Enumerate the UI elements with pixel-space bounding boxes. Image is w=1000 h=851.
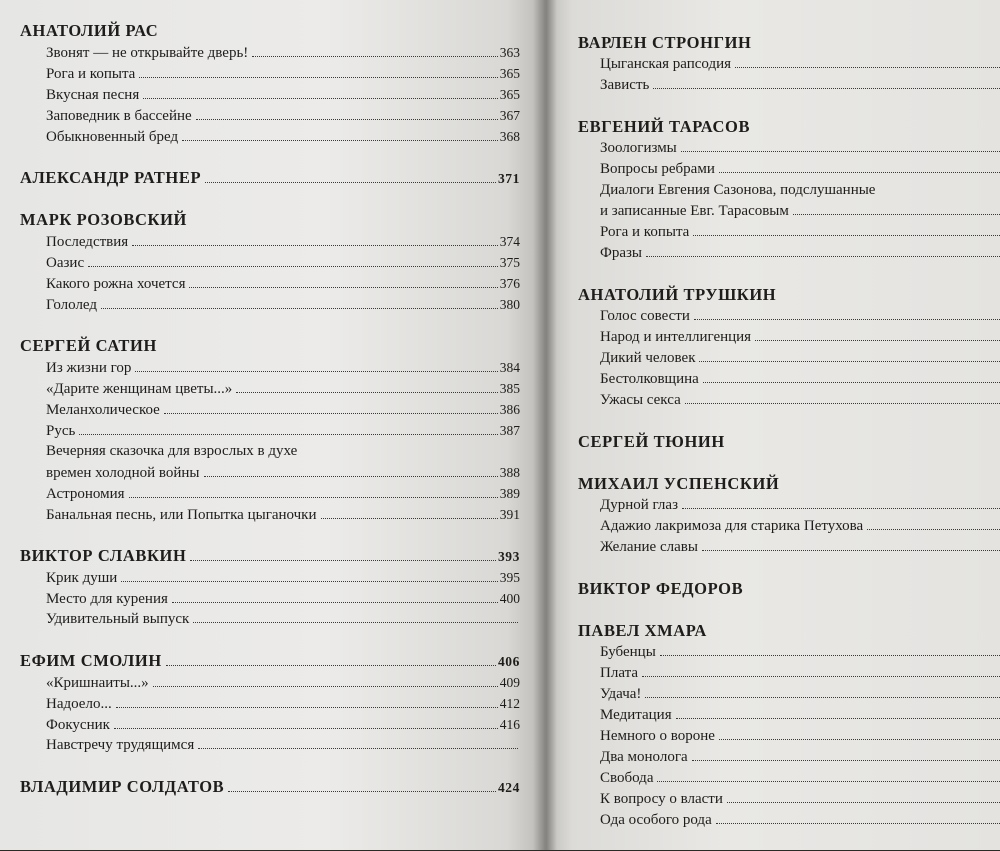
right-toc bbox=[578, 32, 1000, 851]
toc-entry bbox=[20, 609, 520, 630]
toc-entry bbox=[578, 726, 1000, 747]
leader-dots bbox=[182, 140, 498, 141]
toc-entry bbox=[20, 63, 520, 84]
entry-title: Плата bbox=[600, 665, 638, 681]
page-number: 395 bbox=[499, 570, 520, 585]
toc-entry bbox=[578, 54, 1000, 75]
entry-title: Вопросы ребрами bbox=[600, 161, 715, 177]
author-name: ЕФИМ СМОЛИН bbox=[20, 651, 162, 670]
leader-dots bbox=[121, 581, 497, 582]
entry-title: Навстречу трудящимся bbox=[46, 737, 195, 753]
leader-dots bbox=[692, 760, 1000, 761]
page-number: 412 bbox=[499, 696, 520, 711]
toc-entry bbox=[578, 516, 1000, 537]
entry-title: Гололед bbox=[46, 297, 98, 313]
leader-dots bbox=[699, 361, 1000, 362]
author-heading bbox=[20, 776, 520, 798]
author-name: МАРК РОЗОВСКИЙ bbox=[20, 210, 187, 229]
entry-title: Астрономия bbox=[46, 486, 125, 502]
author-name: СЕРГЕЙ САТИН bbox=[20, 336, 157, 355]
toc-section bbox=[578, 32, 1000, 96]
toc-section bbox=[20, 20, 520, 147]
author-heading bbox=[578, 431, 1000, 453]
entry-title: Из жизни гор bbox=[46, 360, 132, 376]
entry-title: Бестолковщина bbox=[600, 371, 699, 387]
toc-entry bbox=[20, 294, 520, 315]
page-number: 375 bbox=[499, 255, 520, 270]
leader-dots bbox=[867, 529, 1000, 530]
toc-entry bbox=[578, 222, 1000, 243]
toc-section bbox=[20, 335, 520, 525]
author-name: АЛЕКСАНДР РАТНЕР bbox=[20, 168, 202, 187]
entry-title: Два монолога bbox=[600, 749, 688, 765]
leader-dots bbox=[793, 214, 1000, 215]
page-number: 365 bbox=[499, 87, 520, 102]
entry-title: Цыганская рапсодия bbox=[600, 56, 732, 72]
author-heading bbox=[20, 335, 520, 357]
leader-dots bbox=[153, 686, 498, 687]
entry-title: Звонят — не открывайте дверь! bbox=[46, 45, 249, 61]
page-number: 400 bbox=[499, 591, 520, 606]
entry-title: Последствия bbox=[46, 234, 129, 250]
toc-entry bbox=[20, 357, 520, 378]
leader-dots bbox=[205, 182, 496, 183]
page-number: 374 bbox=[499, 234, 520, 249]
leader-dots bbox=[189, 287, 497, 288]
leader-dots bbox=[88, 266, 498, 267]
entry-title: Заповедник в бассейне bbox=[46, 108, 192, 124]
leader-dots bbox=[196, 119, 498, 120]
entry-title: «Кришнаиты...» bbox=[46, 675, 149, 691]
entry-title: Диалоги Евгения Сазонова, подслушанные bbox=[600, 182, 876, 198]
toc-entry bbox=[578, 159, 1000, 180]
entry-title: Фокусник bbox=[46, 717, 110, 733]
leader-dots bbox=[719, 739, 1000, 740]
page-number: 384 bbox=[499, 360, 520, 375]
toc-section bbox=[578, 116, 1000, 264]
entry-title: Медитация bbox=[600, 707, 672, 723]
page-number: 368 bbox=[499, 129, 520, 144]
leader-dots bbox=[143, 98, 498, 99]
author-name: ВЛАДИМИР СОЛДАТОВ bbox=[20, 777, 225, 796]
toc-section bbox=[20, 776, 520, 798]
leader-dots bbox=[642, 676, 1000, 677]
entry-title: Ода особого рода bbox=[600, 812, 712, 828]
toc-entry bbox=[578, 705, 1000, 726]
entry-title: К вопросу о власти bbox=[600, 791, 723, 807]
leader-dots bbox=[685, 403, 1000, 404]
entry-title: времен холодной войны bbox=[46, 465, 200, 481]
leader-dots bbox=[646, 256, 1000, 257]
page-number: 416 bbox=[499, 717, 520, 732]
entry-title: Дикий человек bbox=[600, 350, 696, 366]
author-heading bbox=[578, 284, 1000, 306]
entry-title: Свобода bbox=[600, 770, 654, 786]
toc-entry bbox=[20, 378, 520, 399]
page-number: 409 bbox=[499, 675, 520, 690]
toc-entry bbox=[20, 42, 520, 63]
leader-dots bbox=[716, 823, 1000, 824]
entry-title: «Дарите женщинам цветы...» bbox=[46, 381, 233, 397]
entry-title: Зависть bbox=[600, 77, 650, 93]
leader-dots bbox=[228, 791, 496, 792]
entry-title: Ужасы секса bbox=[600, 392, 681, 408]
leader-dots bbox=[694, 319, 1000, 320]
entry-title: Фразы bbox=[600, 245, 643, 261]
toc-section bbox=[578, 473, 1000, 558]
leader-dots bbox=[660, 655, 1000, 656]
leader-dots bbox=[719, 172, 1000, 173]
toc-section bbox=[578, 431, 1000, 453]
toc-entry bbox=[578, 243, 1000, 264]
author-name: ЕВГЕНИЙ ТАРАСОВ bbox=[578, 117, 751, 136]
entry-title: Зоологизмы bbox=[600, 140, 677, 156]
entry-title: Дурной глаз bbox=[600, 497, 678, 513]
page-number: 391 bbox=[499, 507, 520, 522]
page-number: 388 bbox=[499, 465, 520, 480]
author-name: СЕРГЕЙ ТЮНИН bbox=[578, 432, 725, 451]
leader-dots bbox=[172, 602, 498, 603]
leader-dots bbox=[755, 340, 1000, 341]
toc-entry bbox=[578, 642, 1000, 663]
entry-title: Надоело... bbox=[46, 696, 112, 712]
author-heading bbox=[578, 578, 1000, 600]
entry-title: Удача! bbox=[600, 686, 642, 702]
entry-title: Голос совести bbox=[600, 308, 690, 324]
toc-entry bbox=[20, 462, 520, 483]
page-number: 389 bbox=[499, 486, 520, 501]
leader-dots bbox=[693, 235, 1000, 236]
author-name: ВИКТОР СЛАВКИН bbox=[20, 546, 187, 565]
author-name: АНАТОЛИЙ РАС bbox=[20, 21, 159, 40]
author-heading bbox=[20, 209, 520, 231]
author-name: ПАВЕЛ ХМАРА bbox=[578, 621, 707, 640]
toc-entry bbox=[578, 495, 1000, 516]
toc-entry bbox=[20, 105, 520, 126]
toc-section bbox=[20, 209, 520, 315]
entry-title: Вкусная песня bbox=[46, 87, 140, 103]
entry-title: Немного о вороне bbox=[600, 728, 715, 744]
entry-title: Обыкновенный бред bbox=[46, 129, 179, 145]
page-number: 365 bbox=[499, 66, 520, 81]
author-heading bbox=[578, 116, 1000, 138]
leader-dots bbox=[132, 245, 498, 246]
toc-entry bbox=[20, 273, 520, 294]
toc-entry bbox=[578, 369, 1000, 390]
toc-entry bbox=[578, 390, 1000, 411]
leader-dots bbox=[198, 748, 518, 749]
page-number: 387 bbox=[499, 423, 520, 438]
toc-entry bbox=[20, 483, 520, 504]
entry-title: Удивительный выпуск bbox=[46, 611, 190, 627]
toc-entry bbox=[20, 84, 520, 105]
author-name: ВИКТОР ФЕДОРОВ bbox=[578, 579, 744, 598]
leader-dots bbox=[681, 151, 1000, 152]
author-heading bbox=[20, 545, 520, 567]
leader-dots bbox=[727, 802, 1000, 803]
leader-dots bbox=[164, 413, 498, 414]
leader-dots bbox=[703, 382, 1000, 383]
page-number: 367 bbox=[499, 108, 520, 123]
leader-dots bbox=[735, 67, 1000, 68]
page-number: 385 bbox=[499, 381, 520, 396]
entry-title: Адажио лакримоза для старика Петухова bbox=[600, 518, 864, 534]
left-toc bbox=[20, 20, 520, 818]
toc-entry bbox=[20, 567, 520, 588]
leader-dots bbox=[114, 728, 498, 729]
toc-entry bbox=[20, 672, 520, 693]
leader-dots bbox=[204, 476, 498, 477]
toc-entry bbox=[578, 810, 1000, 831]
entry-title: Рога и копыта bbox=[46, 66, 136, 82]
page-number: 424 bbox=[497, 780, 520, 795]
page-number: 371 bbox=[497, 171, 520, 186]
toc-entry bbox=[578, 75, 1000, 96]
entry-title: Рога и копыта bbox=[600, 224, 690, 240]
page-number: 376 bbox=[499, 276, 520, 291]
leader-dots bbox=[139, 77, 497, 78]
author-heading bbox=[578, 32, 1000, 54]
toc-entry bbox=[20, 735, 520, 756]
author-name: АНАТОЛИЙ ТРУШКИН bbox=[578, 285, 777, 304]
leader-dots bbox=[116, 707, 498, 708]
leader-dots bbox=[252, 56, 497, 57]
leader-dots bbox=[702, 550, 1000, 551]
entry-title: Место для курения bbox=[46, 591, 168, 607]
toc-entry bbox=[20, 714, 520, 735]
entry-title: Желание славы bbox=[600, 539, 698, 555]
author-heading bbox=[20, 167, 520, 189]
toc-entry bbox=[20, 588, 520, 609]
leader-dots bbox=[79, 434, 497, 435]
page-number: 380 bbox=[499, 297, 520, 312]
page-number: 393 bbox=[497, 549, 520, 564]
author-heading bbox=[578, 620, 1000, 642]
entry-title: Русь bbox=[46, 423, 76, 439]
entry-title: Народ и интеллигенция bbox=[600, 329, 752, 345]
leader-dots bbox=[676, 718, 1000, 719]
toc-entry bbox=[20, 126, 520, 147]
leader-dots bbox=[321, 518, 498, 519]
toc-section bbox=[578, 620, 1000, 831]
entry-title: Меланхолическое bbox=[46, 402, 160, 418]
leader-dots bbox=[193, 622, 518, 623]
toc-entry bbox=[20, 252, 520, 273]
leader-dots bbox=[135, 371, 497, 372]
author-name: ВАРЛЕН СТРОНГИН bbox=[578, 33, 752, 52]
toc-entry bbox=[578, 138, 1000, 159]
toc-entry bbox=[578, 537, 1000, 558]
toc-entry bbox=[578, 327, 1000, 348]
toc-entry bbox=[578, 306, 1000, 327]
toc-entry bbox=[578, 768, 1000, 789]
entry-title: Крик души bbox=[46, 570, 118, 586]
leader-dots bbox=[682, 508, 1000, 509]
author-heading bbox=[578, 473, 1000, 495]
leader-dots bbox=[645, 697, 1000, 698]
toc-section bbox=[578, 578, 1000, 600]
toc-section bbox=[578, 284, 1000, 411]
toc-section bbox=[20, 650, 520, 756]
toc-entry bbox=[578, 789, 1000, 810]
page-number: 363 bbox=[499, 45, 520, 60]
entry-title: Вечерняя сказочка для взрослых в духе bbox=[46, 443, 298, 459]
toc-entry bbox=[20, 231, 520, 252]
leader-dots bbox=[166, 665, 496, 666]
toc-entry bbox=[20, 504, 520, 525]
toc-entry bbox=[578, 180, 1000, 201]
toc-entry bbox=[578, 348, 1000, 369]
toc-entry bbox=[578, 663, 1000, 684]
entry-title: Какого рожна хочется bbox=[46, 276, 186, 292]
entry-title: Банальная песнь, или Попытка цыганочки bbox=[46, 507, 317, 523]
leader-dots bbox=[657, 781, 1000, 782]
author-name: МИХАИЛ УСПЕНСКИЙ bbox=[578, 474, 780, 493]
toc-entry bbox=[20, 441, 520, 462]
leader-dots bbox=[236, 392, 497, 393]
page-number: 406 bbox=[497, 654, 520, 669]
entry-title: и записанные Евг. Тарасовым bbox=[600, 203, 789, 219]
page-number: 386 bbox=[499, 402, 520, 417]
leader-dots bbox=[101, 308, 498, 309]
leader-dots bbox=[129, 497, 498, 498]
toc-entry bbox=[20, 420, 520, 441]
toc-section bbox=[20, 167, 520, 189]
toc-entry bbox=[578, 747, 1000, 768]
toc-entry bbox=[20, 399, 520, 420]
toc-entry bbox=[578, 201, 1000, 222]
leader-dots bbox=[653, 88, 1000, 89]
entry-title: Оазис bbox=[46, 255, 85, 271]
leader-dots bbox=[190, 560, 496, 561]
entry-title: Бубенцы bbox=[600, 644, 656, 660]
toc-entry bbox=[578, 684, 1000, 705]
toc-entry bbox=[20, 693, 520, 714]
author-heading bbox=[20, 20, 520, 42]
author-heading bbox=[20, 650, 520, 672]
toc-section bbox=[20, 545, 520, 630]
